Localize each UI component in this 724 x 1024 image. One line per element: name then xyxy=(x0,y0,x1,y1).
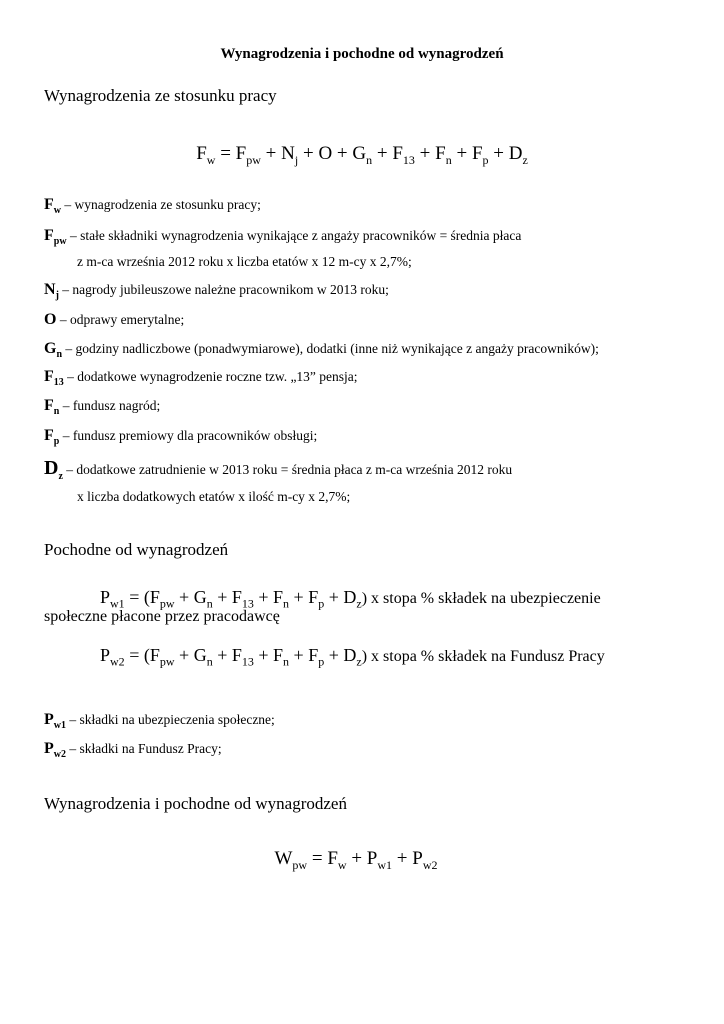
definition-item xyxy=(44,311,184,329)
definition-continuation: z m-ca września 2012 roku x liczba etatów x 12 m-cy x 2,7%; xyxy=(77,254,412,269)
formula-term: $F_n$ xyxy=(273,587,290,611)
definition-symbol: $F_{pw}$ xyxy=(44,227,67,248)
formula-term: $F_p$ xyxy=(308,645,325,669)
definition-text: – dodatkowe zatrudnienie w 2013 roku = średnia płaca z m-ca września 2012 roku xyxy=(62,462,513,477)
definition-text: – fundusz premiowy dla pracowników obsługi; xyxy=(59,428,318,443)
definition-item xyxy=(44,368,358,388)
formula-term: $G_n$ xyxy=(193,645,213,669)
definition-symbol: $D_z$ xyxy=(44,457,63,482)
definition-symbol: $F_w$ xyxy=(44,196,62,217)
formula-wpw: $W_{pw} = F_w + P_{w1} + P_{w2}$ xyxy=(274,848,438,872)
formula-term: $F_w$ xyxy=(327,848,347,872)
definition-text: – nagrody jubileuszowe należne pracownikom w 2013 roku; xyxy=(58,282,389,297)
formula-term: $N_j$ xyxy=(281,143,299,167)
definition-item xyxy=(44,711,275,731)
formula-term: $P_{w2}$ xyxy=(412,848,438,872)
formula-term: $D_z$ xyxy=(508,143,528,167)
definition-symbol: $F_n$ xyxy=(44,397,60,418)
definition-item xyxy=(44,196,261,216)
formula-term: $F_{13}$ xyxy=(392,143,415,167)
formula-term: $F_{pw}$ xyxy=(149,645,175,669)
formula-pw1-continuation: społeczne płacone przez pracodawcę xyxy=(44,608,280,625)
section-heading-wages: Wynagrodzenia ze stosunku pracy xyxy=(44,86,277,105)
definition-symbol: $P_{w2}$ xyxy=(44,740,67,761)
formula-term: $D_z$ xyxy=(343,587,362,611)
definition-symbol: $F_{13}$ xyxy=(44,368,64,389)
definition-continuation: x liczba dodatkowych etatów x ilość m-cy x 2,7%; xyxy=(77,489,351,504)
formula-term: $F_n$ xyxy=(273,645,290,669)
formula-term: $F_{13}$ xyxy=(231,587,254,611)
definition-symbol: $P_{w1}$ xyxy=(44,711,67,732)
definition-symbol: $F_p$ xyxy=(44,427,60,448)
definition-item xyxy=(44,281,389,301)
formula-term: $F_p$ xyxy=(471,143,489,167)
formula-pw2: $P_{w2} = (F_{pw} + G_n + F_{13} + F_n + F_p + D_z)$ x stopa % składek na Fundusz Pracy xyxy=(100,645,605,669)
formula-term: O xyxy=(318,143,333,164)
definition-text: – składki na Fundusz Pracy; xyxy=(66,741,222,756)
definition-text: – godziny nadliczbowe (ponadwymiarowe), dodatki (inne niż wynikające z angaży pracowników); xyxy=(62,341,599,356)
definition-item xyxy=(44,427,317,447)
definition-text: – fundusz nagród; xyxy=(59,398,161,413)
definition-text: – składki na ubezpieczenia społeczne; xyxy=(66,712,275,727)
formula-pw1: $P_{w1} = (F_{pw} + G_n + F_{13} + F_n + F_p + D_z)$ x stopa % składek na ubezpieczenie xyxy=(100,587,601,611)
definition-text: – stałe składniki wynagrodzenia wynikające z angaży pracowników = średnia płaca xyxy=(66,228,522,243)
definition-item xyxy=(44,457,512,482)
formula-term: $F_n$ xyxy=(435,143,452,167)
section-heading-total: Wynagrodzenia i pochodne od wynagrodzeń xyxy=(44,794,347,813)
definition-item xyxy=(44,227,521,247)
document-title: Wynagrodzenia i pochodne od wynagrodzeń xyxy=(220,46,504,62)
formula-term: $G_n$ xyxy=(193,587,213,611)
formula-terms: $F_{pw} + N_j + O + G_n + F_{13} + F_n + F_p + D_z$ xyxy=(235,143,528,167)
definition-symbol: O xyxy=(44,311,57,328)
definition-symbol: $N_j$ xyxy=(44,281,59,302)
formula-term: $F_p$ xyxy=(308,587,325,611)
formula-term: $G_n$ xyxy=(352,143,373,167)
definition-text: – wynagrodzenia ze stosunku pracy; xyxy=(61,197,261,212)
formula-term: $F_{pw}$ xyxy=(235,143,261,167)
definition-symbol: $G_n$ xyxy=(44,340,63,361)
formula-fw: $F_w = F_{pw} + N_j + O + G_n + F_{13} + F_n + F_p + D_z$ xyxy=(196,143,528,167)
definition-item xyxy=(44,340,599,360)
definition-item xyxy=(44,397,160,417)
section-heading-derivatives: Pochodne od wynagrodzeń xyxy=(44,540,229,559)
formula-lhs: $F_w$ xyxy=(196,143,216,167)
definition-item xyxy=(44,740,222,760)
formula-term: $D_z$ xyxy=(343,645,362,669)
definition-text: – dodatkowe wynagrodzenie roczne tzw. „13” pensja; xyxy=(63,369,358,384)
formula-term: $F_{pw}$ xyxy=(149,587,175,611)
definition-text: – odprawy emerytalne; xyxy=(56,312,185,327)
formula-term: $P_{w1}$ xyxy=(366,848,393,872)
formula-term: $F_{13}$ xyxy=(231,645,254,669)
